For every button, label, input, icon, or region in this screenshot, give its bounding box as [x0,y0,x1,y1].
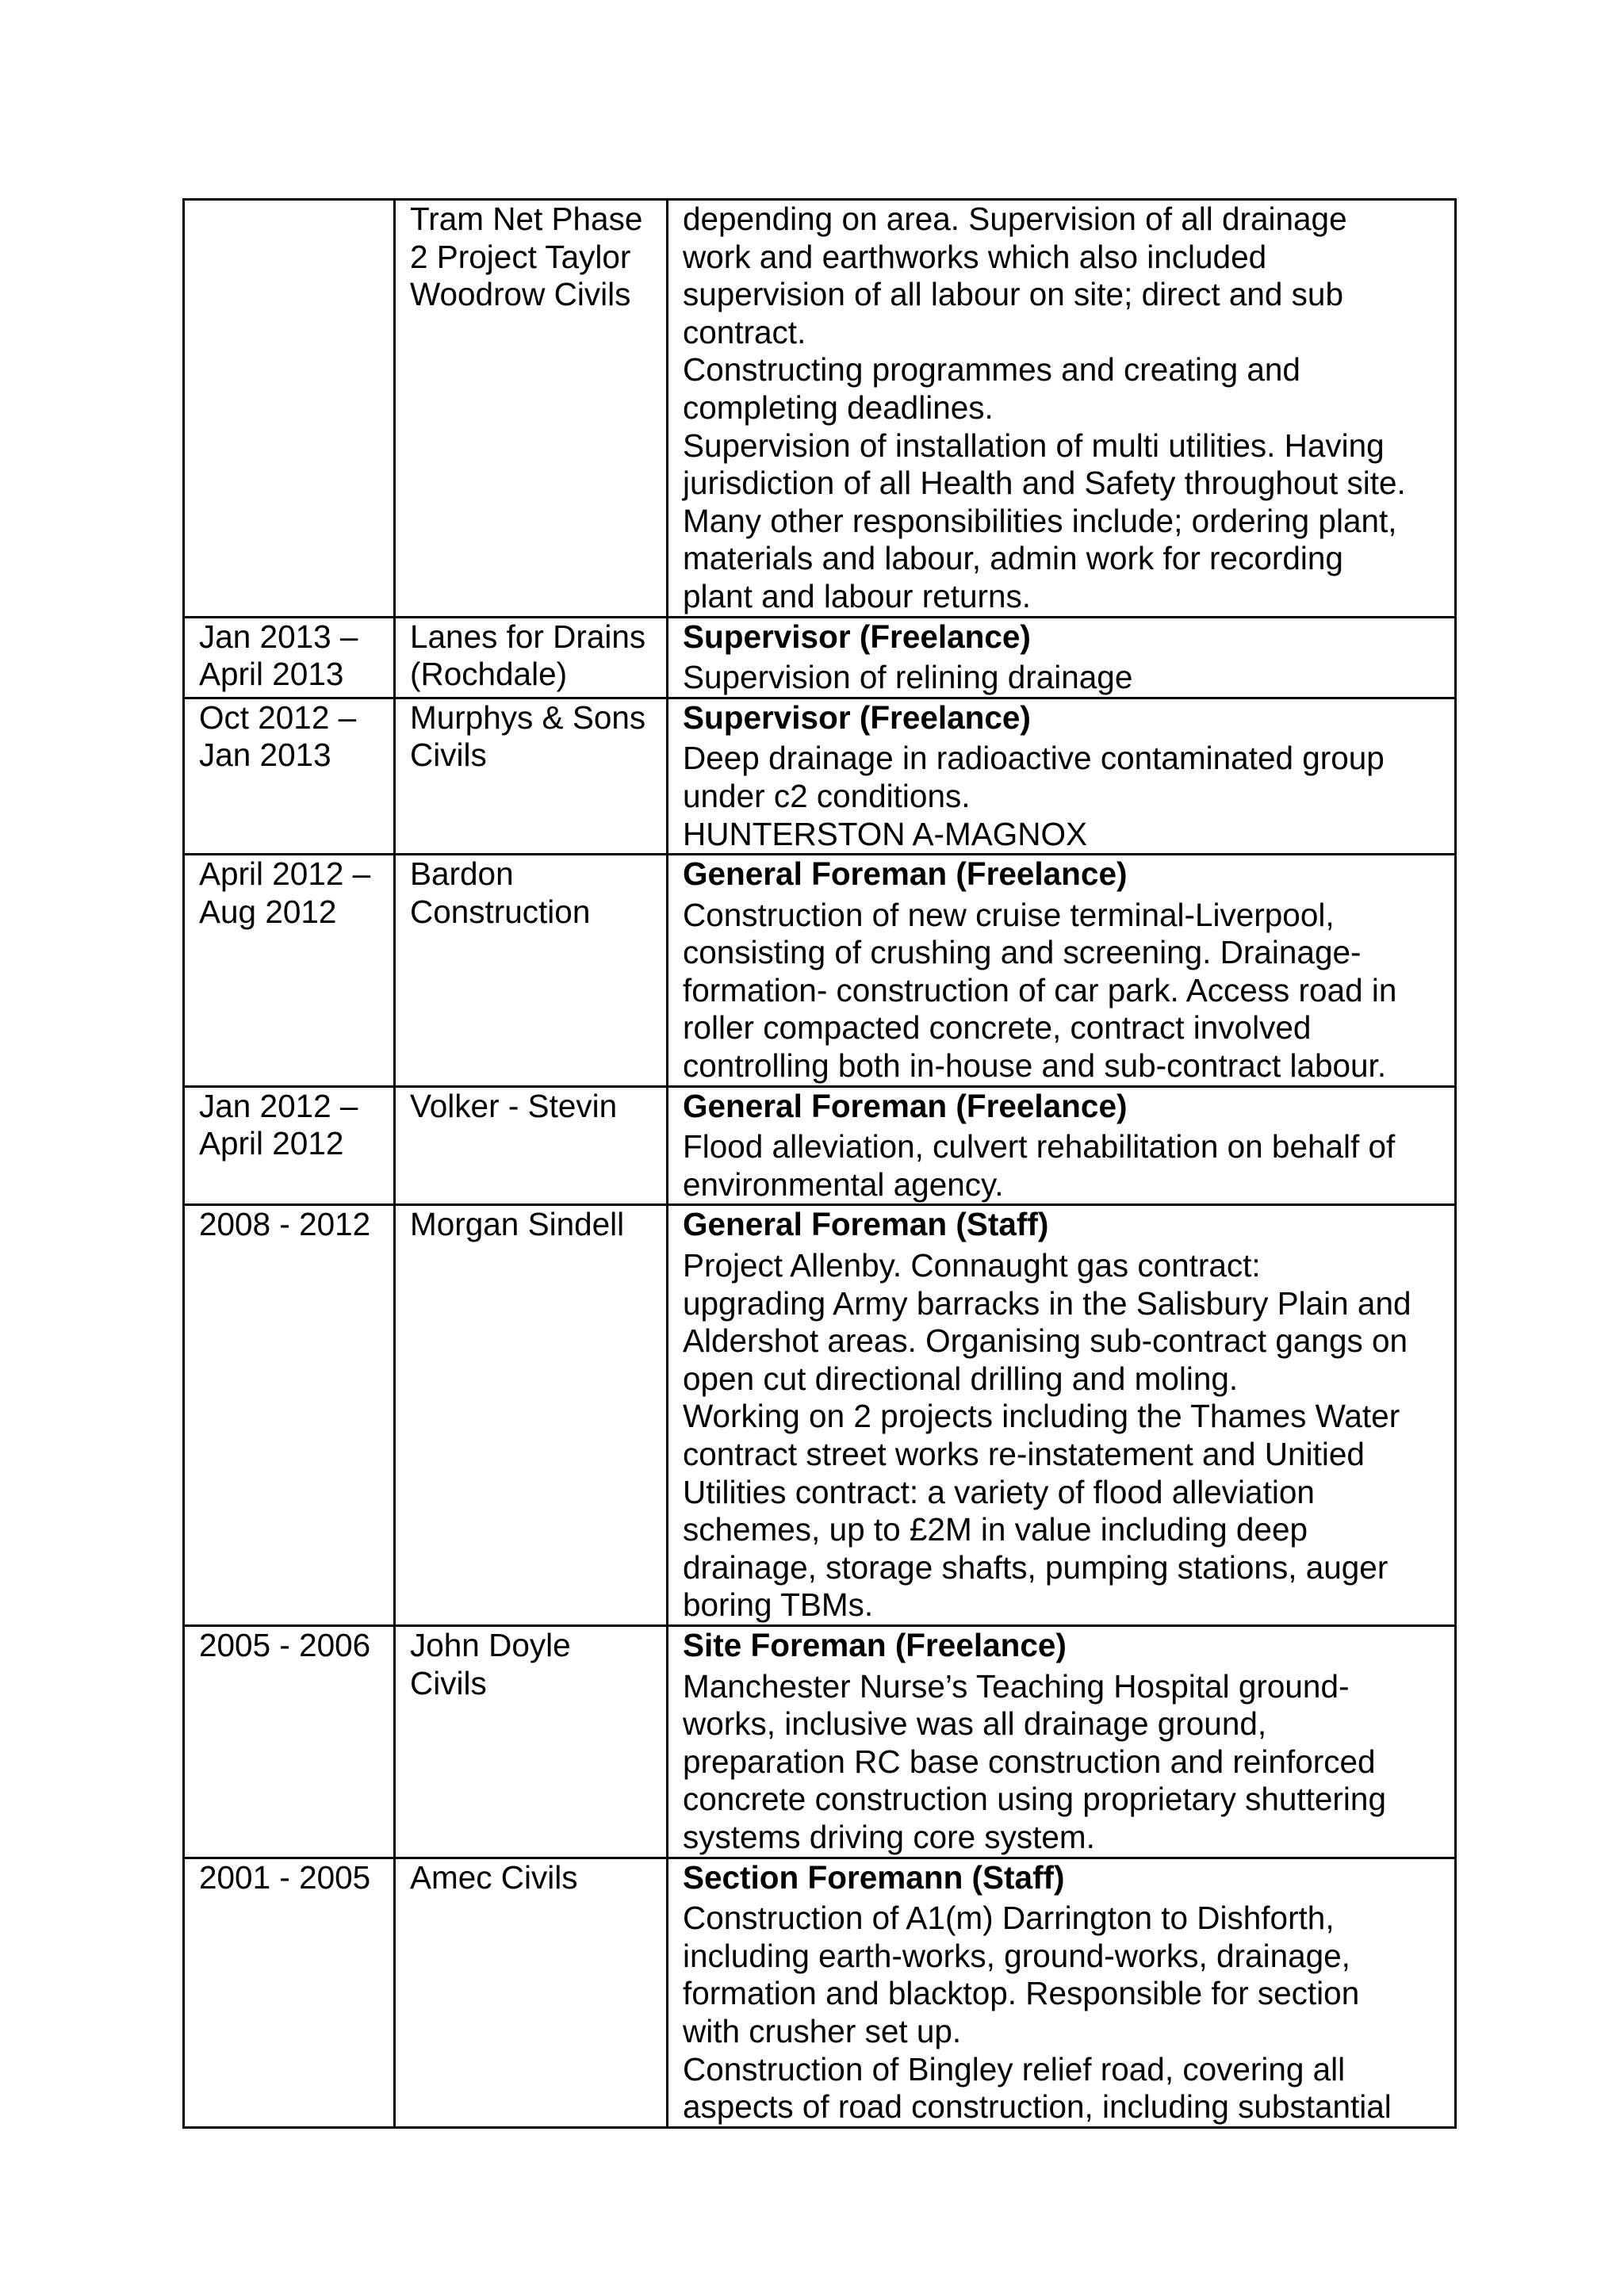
description-text: Supervision of installation of multi utilities. Having [683,427,1385,464]
date-text: Jan 2013 – [199,618,358,655]
employment-row [184,1205,1456,1626]
date-cell [184,200,395,618]
company-text: Woodrow Civils [410,276,631,313]
date-text: April 2012 – [199,855,371,893]
description-text: under c2 conditions. [683,777,971,814]
company-text: Civils [410,1664,487,1701]
date-text: Oct 2012 – [199,698,357,736]
description-cell [668,855,1456,1087]
description-text: supervision of all labour on site; direct and sub [683,276,1343,313]
description-text: consisting of crushing and screening. Drainage- [683,934,1362,971]
employment-row [184,698,1456,854]
description-text: concrete construction using proprietary shuttering [683,1781,1386,1818]
description-text: jurisdiction of all Health and Safety throughout site. [683,465,1406,502]
date-text: Jan 2012 – [199,1087,358,1124]
description-text: including earth-works, ground-works, drainage, [683,1937,1350,1974]
company-cell [395,1858,668,2127]
company-cell [395,1205,668,1626]
description-cell [668,1086,1456,1205]
company-text: John Doyle [410,1626,571,1663]
role-title: Supervisor (Freelance) [683,618,1031,655]
company-text: Amec Civils [410,1858,578,1896]
role-title: Supervisor (Freelance) [683,698,1031,736]
description-text: open cut directional drilling and moling. [683,1360,1239,1397]
company-text: Tram Net Phase [410,201,643,237]
description-cell [668,617,1456,698]
date-cell [184,698,395,854]
company-text: Volker - Stevin [410,1087,618,1124]
role-title: Site Foreman (Freelance) [683,1626,1067,1663]
description-text: systems driving core system. [683,1818,1095,1855]
description-text: materials and labour, admin work for recording [683,540,1343,577]
date-text: Jan 2013 [199,737,331,774]
company-cell [395,200,668,618]
company-text: Murphys & Sons [410,698,646,736]
role-title: General Foreman (Staff) [683,1206,1049,1243]
description-text: with crusher set up. [683,2012,962,2049]
description-text: roller compacted concrete, contract involved [683,1009,1312,1047]
description-text: Many other responsibilities include; ordering plant, [683,502,1397,539]
description-text: depending on area. Supervision of all drainage [683,201,1347,237]
description-text: aspects of road construction, including substantial [683,2088,1392,2126]
role-title: General Foreman (Freelance) [683,855,1128,893]
date-cell [184,855,395,1087]
company-text: Civils [410,737,487,774]
description-text: works, inclusive was all drainage ground, [683,1705,1267,1743]
description-text: Working on 2 projects including the Thames Water [683,1398,1400,1435]
company-text: 2 Project Taylor [410,238,631,275]
description-text: completing deadlines. [683,388,994,426]
employment-history-body [184,200,1456,2128]
date-text: April 2013 [199,656,344,693]
description-text: Constructing programmes and creating and [683,351,1300,388]
date-cell [184,1205,395,1626]
company-cell [395,617,668,698]
description-cell [668,698,1456,854]
company-cell [395,1625,668,1858]
description-text: Flood alleviation, culvert rehabilitation on behalf of [683,1128,1396,1165]
description-text: Manchester Nurse’s Teaching Hospital ground- [683,1667,1350,1705]
date-cell [184,1858,395,2127]
description-text: work and earthworks which also included [683,238,1267,275]
description-text: environmental agency. [683,1165,1004,1203]
description-text: Construction of A1(m) Darrington to Dishforth, [683,1900,1335,1937]
employment-row [184,200,1456,618]
description-text: HUNTERSTON A-MAGNOX [683,815,1088,852]
description-text: Aldershot areas. Organising sub-contract gangs on [683,1322,1408,1360]
employment-row [184,1625,1456,1858]
description-cell [668,1858,1456,2127]
description-text: Utilities contract: a variety of flood alleviation [683,1473,1315,1510]
description-text: contract street works re-instatement and Unitied [683,1436,1365,1472]
company-text: (Rochdale) [410,656,568,693]
company-cell [395,1086,668,1205]
description-text: contract. [683,313,806,350]
date-text: 2001 - 2005 [199,1858,371,1896]
company-text: Morgan Sindell [410,1206,625,1243]
date-text: April 2012 [199,1125,344,1162]
description-text: upgrading Army barracks in the Salisbury Plain and [683,1284,1411,1322]
description-cell [668,200,1456,618]
date-cell [184,1086,395,1205]
employment-row [184,617,1456,698]
description-text: Deep drainage in radioactive contaminated group [683,740,1385,777]
company-text: Construction [410,893,591,930]
company-cell [395,855,668,1087]
employment-row [184,1086,1456,1205]
date-cell [184,1625,395,1858]
company-cell [395,698,668,854]
description-cell [668,1205,1456,1626]
description-text: boring TBMs. [683,1586,874,1624]
employment-row [184,1858,1456,2127]
description-text: Construction of Bingley relief road, covering all [683,2050,1346,2087]
description-text: Project Allenby. Connaught gas contract: [683,1247,1261,1284]
description-text: drainage, storage shafts, pumping stations, auger [683,1548,1388,1586]
description-text: controlling both in-house and sub-contract labour. [683,1047,1387,1085]
employment-history-table [182,198,1457,2129]
company-text: Bardon [410,855,514,893]
description-text: preparation RC base construction and reinforced [683,1743,1376,1780]
employment-row [184,855,1456,1087]
description-text: schemes, up to £2M in value including deep [683,1511,1308,1548]
description-text: formation- construction of car park. Access road in [683,971,1397,1008]
date-text: 2005 - 2006 [199,1626,371,1663]
description-text: Supervision of relining drainage [683,659,1133,696]
date-text: 2008 - 2012 [199,1206,371,1243]
date-text: Aug 2012 [199,893,337,930]
description-cell [668,1625,1456,1858]
role-title: Section Foremann (Staff) [683,1858,1065,1896]
date-cell [184,617,395,698]
role-title: General Foreman (Freelance) [683,1087,1128,1124]
description-text: plant and labour returns. [683,577,1032,614]
company-text: Lanes for Drains [410,618,646,655]
description-text: formation and blacktop. Responsible for section [683,1975,1360,2012]
description-text: Construction of new cruise terminal-Liverpool, [683,896,1335,933]
